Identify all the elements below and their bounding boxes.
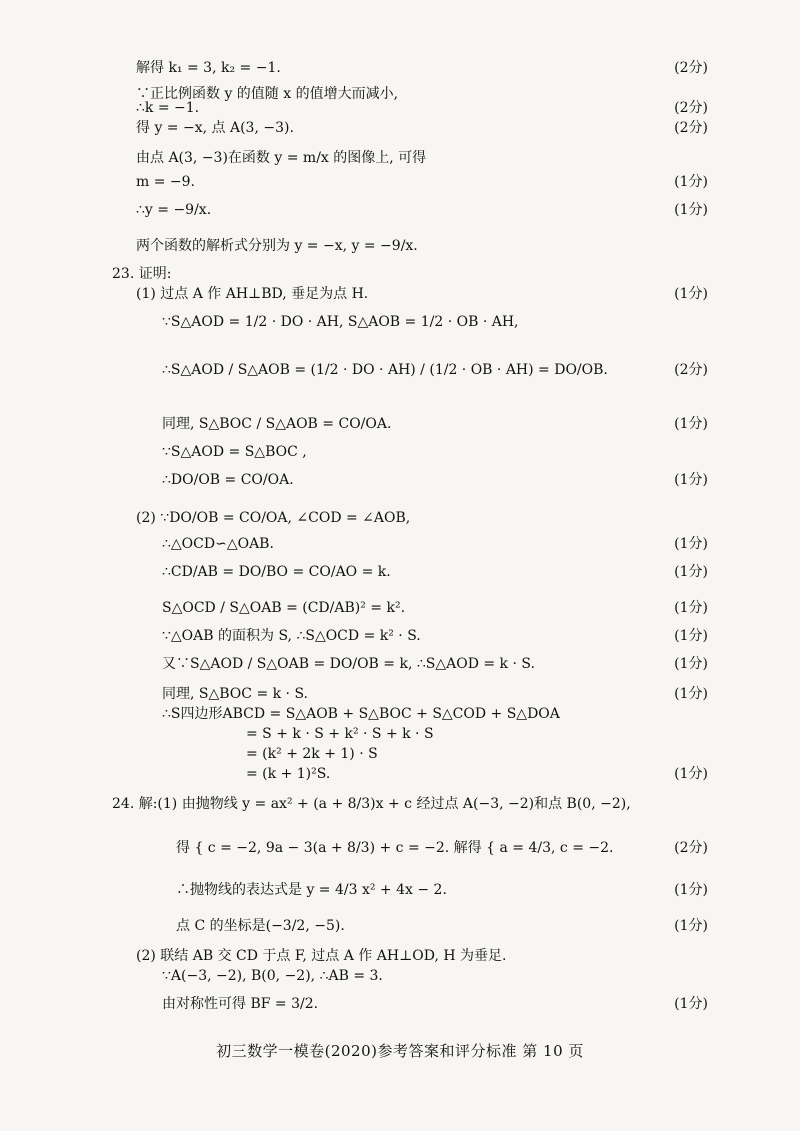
line-23: ∴S四边形ABCD = S△AOB + S△BOC + S△COD + S△DOA <box>162 706 560 722</box>
line-21: 又∵S△AOD / S△OAB = DO/OB = k, ∴S△AOD = k · S. <box>162 656 535 672</box>
line-32: ∵A(−3, −2), B(0, −2), ∴AB = 3. <box>162 968 383 984</box>
line-1: 解得 k₁ = 3, k₂ = −1. <box>136 60 281 76</box>
score-28: (2分) <box>674 840 708 856</box>
score-17: (1分) <box>674 536 708 552</box>
score-15: (1分) <box>674 472 708 488</box>
score-4: (2分) <box>674 120 708 136</box>
line-14: ∵S△AOD = S△BOC , <box>162 444 307 460</box>
line-25: = (k² + 2k + 1) · S <box>246 746 378 762</box>
line-27: 24. 解:(1) 由抛物线 y = ax² + (a + 8/3)x + c 经过点 A(−3, −2)和点 B(0, −2), <box>112 796 631 812</box>
score-10: (1分) <box>674 286 708 302</box>
line-28: 得 { c = −2, 9a − 3(a + 8/3) + c = −2. 解得 { a = 4/3, c = −2. <box>176 840 614 856</box>
score-33: (1分) <box>674 996 708 1012</box>
line-26: = (k + 1)²S. <box>246 766 331 782</box>
page-footer: 初三数学一模卷(2020)参考答案和评分标准 第 10 页 <box>216 1042 584 1060</box>
line-7: ∴y = −9/x. <box>136 202 212 218</box>
score-22: (1分) <box>674 686 708 702</box>
line-2: ∵正比例函数 y 的值随 x 的值增大而减小, <box>136 86 399 102</box>
line-3: ∴k = −1. <box>136 100 200 116</box>
line-22: 同理, S△BOC = k · S. <box>162 686 309 702</box>
line-5: 由点 A(3, −3)在函数 y = m/x 的图像上, 可得 <box>136 150 427 166</box>
score-13: (1分) <box>674 416 708 432</box>
score-21: (1分) <box>674 656 708 672</box>
line-31: (2) 联结 AB 交 CD 于点 F, 过点 A 作 AH⊥OD, H 为垂足. <box>136 948 507 964</box>
line-9: 23. 证明: <box>112 266 172 282</box>
score-3: (2分) <box>674 100 708 116</box>
line-8: 两个函数的解析式分别为 y = −x, y = −9/x. <box>136 238 418 254</box>
score-30: (1分) <box>674 918 708 934</box>
score-29: (1分) <box>674 882 708 898</box>
line-6: m = −9. <box>136 174 195 190</box>
line-12: ∴S△AOD / S△AOB = (1/2 · DO · AH) / (1/2 · OB · AH) = DO/OB. <box>162 362 608 378</box>
score-7: (1分) <box>674 202 708 218</box>
score-26: (1分) <box>674 766 708 782</box>
score-12: (2分) <box>674 362 708 378</box>
score-18: (1分) <box>674 564 708 580</box>
line-30: 点 C 的坐标是(−3/2, −5). <box>176 918 345 934</box>
line-17: ∴△OCD∽△OAB. <box>162 536 274 552</box>
line-29: ∴抛物线的表达式是 y = 4/3 x² + 4x − 2. <box>176 882 447 898</box>
line-16: (2) ∵DO/OB = CO/OA, ∠COD = ∠AOB, <box>136 510 411 526</box>
line-10: (1) 过点 A 作 AH⊥BD, 垂足为点 H. <box>136 286 369 302</box>
line-18: ∴CD/AB = DO/BO = CO/AO = k. <box>162 564 391 580</box>
score-6: (1分) <box>674 174 708 190</box>
line-33: 由对称性可得 BF = 3/2. <box>162 996 319 1012</box>
score-19: (1分) <box>674 600 708 616</box>
line-4: 得 y = −x, 点 A(3, −3). <box>136 120 294 136</box>
score-20: (1分) <box>674 628 708 644</box>
line-15: ∴DO/OB = CO/OA. <box>162 472 294 488</box>
score-1: (2分) <box>674 60 708 76</box>
line-11: ∵S△AOD = 1/2 · DO · AH, S△AOB = 1/2 · OB · AH, <box>162 314 519 330</box>
line-13: 同理, S△BOC / S△AOB = CO/OA. <box>162 416 392 432</box>
line-24: = S + k · S + k² · S + k · S <box>246 726 434 742</box>
line-19: S△OCD / S△OAB = (CD/AB)² = k². <box>162 600 406 616</box>
line-20: ∵△OAB 的面积为 S, ∴S△OCD = k² · S. <box>162 628 421 644</box>
